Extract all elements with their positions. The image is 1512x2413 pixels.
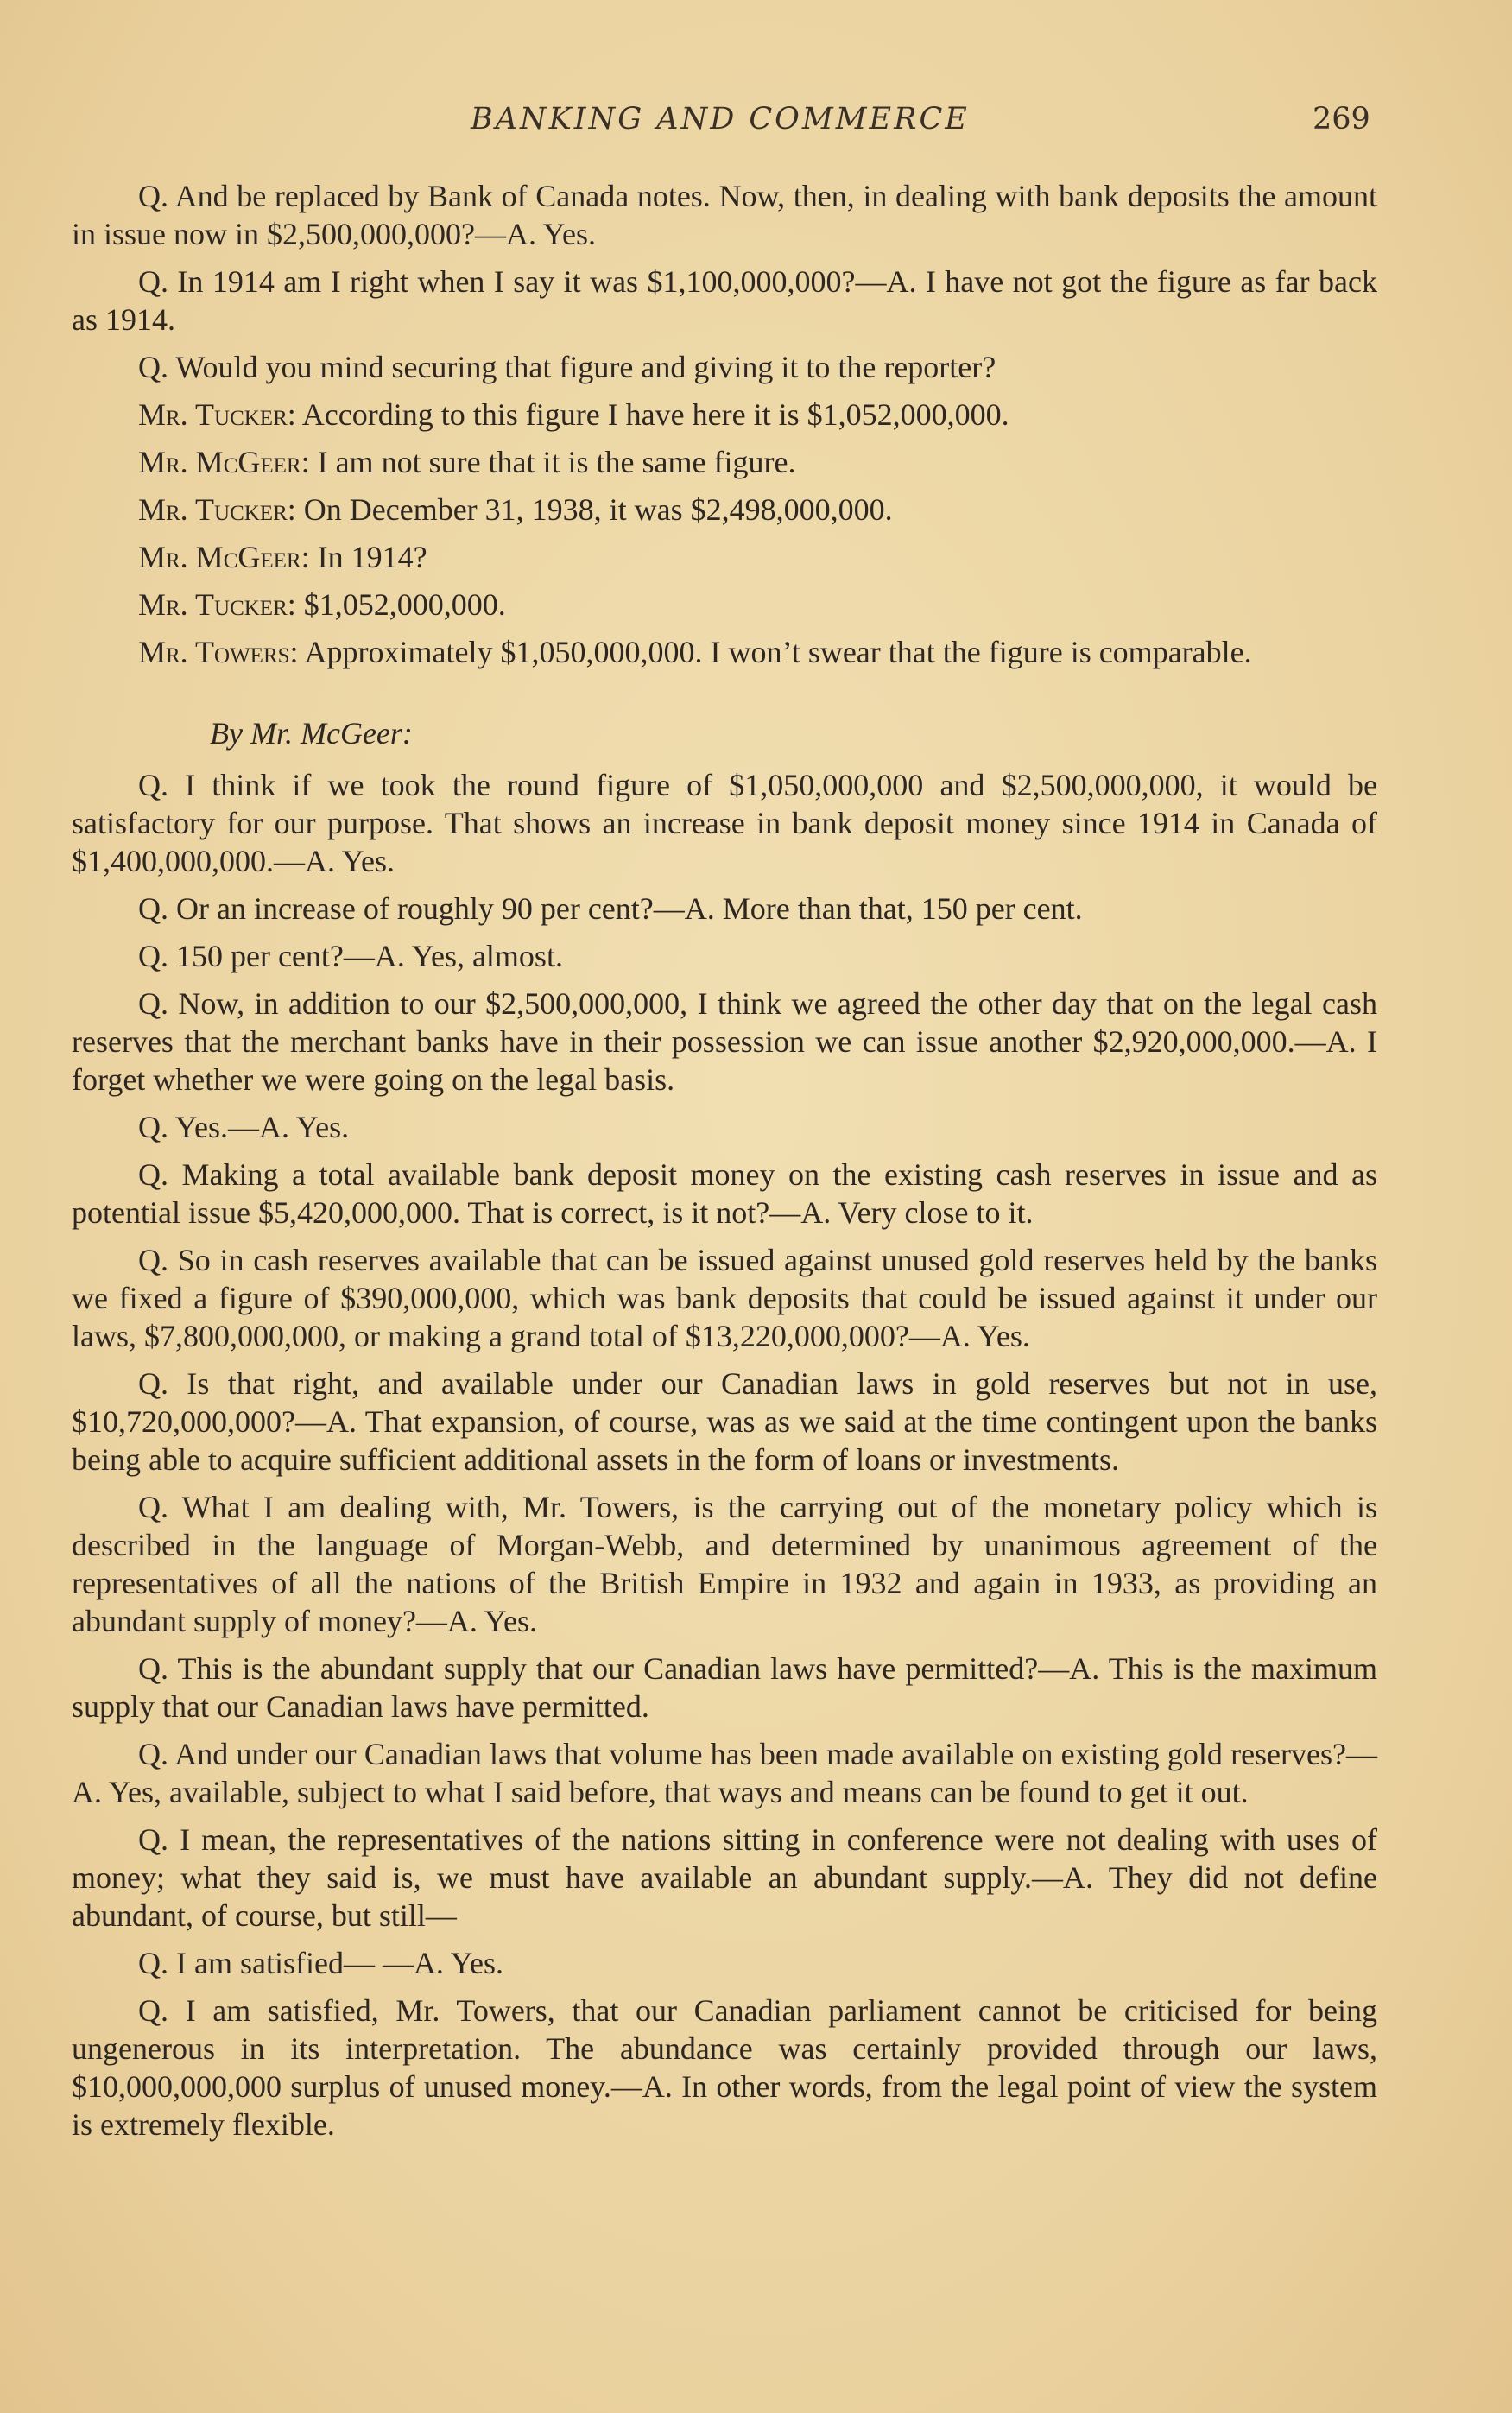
speaker-name: Mr. McGeer:: [138, 445, 310, 479]
speaker-line: Mr. Tucker: On December 31, 1938, it was $2,498,000,000.: [138, 492, 893, 527]
speaker-line: Mr. Tucker: $1,052,000,000.: [138, 587, 506, 622]
paragraph: Q. Yes.—A. Yes.: [138, 1110, 350, 1144]
paragraph: Q. 150 per cent?—A. Yes, almost.: [138, 939, 563, 973]
speaker-line: Mr. McGeer: I am not sure that it is the same figure.: [138, 445, 796, 479]
paragraph: Q. This is the abundant supply that our Canadian laws have permitted?—A. This is the maximum supply that our Canadian laws have permitted.: [72, 1651, 1377, 1724]
speaker-name: Mr. Towers:: [138, 635, 299, 669]
paragraph: Q. In 1914 am I right when I say it was $1,100,000,000?—A. I have not got the figure as far back as 1914.: [72, 264, 1377, 337]
speaker-name: Mr. McGeer:: [138, 540, 310, 574]
paragraph: Q. Now, in addition to our $2,500,000,000, I think we agreed the other day that on the legal cash reserves that the merchant banks have in their possession we can issue another $2,920,000,000.—A. I forget whether we were going on the legal basis.: [72, 986, 1377, 1097]
speaker-line: Mr. McGeer: In 1914?: [138, 540, 427, 574]
body-text: [72, 177, 1377, 2153]
speaker-line: Mr. Towers: Approximately $1,050,000,000. I won’t swear that the figure is comparable.: [138, 635, 1252, 669]
paragraph: Q. And be replaced by Bank of Canada notes. Now, then, in dealing with bank deposits the amount in issue now in $2,500,000,000?—A. Yes.: [72, 179, 1377, 251]
paragraph: Q. Or an increase of roughly 90 per cent?—A. More than that, 150 per cent.: [138, 891, 1083, 926]
paragraph: Q. Making a total available bank deposit money on the existing cash reserves in issue and as potential issue $5,420,000,000. That is correct, is it not?—A. Very close to it.: [72, 1157, 1377, 1230]
paragraph: Q. And under our Canadian laws that volume has been made available on existing gold reserves?—A. Yes, available, subject to what I said before, that ways and means can be found to get it out.: [72, 1737, 1377, 1809]
paragraph: Q. I am satisfied— —A. Yes.: [138, 1946, 503, 1980]
paragraph: Q. Is that right, and available under our Canadian laws in gold reserves but not in use, $10,720,000,000?—A. That expansion, of course, was as we said at the time contingent upon the banks being able to acquire sufficient additional assets in the form of loans or investments.: [72, 1366, 1377, 1477]
speaker-name: Mr. Tucker:: [138, 587, 296, 622]
running-title: BANKING AND COMMERCE: [471, 102, 970, 136]
by-line: By Mr. McGeer:: [210, 716, 413, 750]
paragraph: Q. So in cash reserves available that can be issued against unused gold reserves held by the banks we fixed a figure of $390,000,000, which was bank deposits that could be issued against it under our laws, $7,800,000,000, or making a grand total of $13,220,000,000?—A. Yes.: [72, 1243, 1377, 1353]
page-header: [0, 102, 1512, 145]
speaker-name: Mr. Tucker:: [138, 492, 296, 527]
page-number: 269: [1313, 102, 1370, 136]
paragraph: Q. I think if we took the round figure of $1,050,000,000 and $2,500,000,000, it would be satisfactory for our purpose. That shows an increase in bank deposit money since 1914 in Canada of $1,400,000,000.—A. Yes.: [72, 768, 1377, 878]
speaker-name: Mr. Tucker:: [138, 397, 296, 432]
paragraph: Q. Would you mind securing that figure and giving it to the reporter?: [138, 350, 996, 384]
speaker-line: Mr. Tucker: According to this figure I have here it is $1,052,000,000.: [138, 397, 1009, 432]
paragraph: Q. I mean, the representatives of the nations sitting in conference were not dealing with uses of money; what they said is, we must have available an abundant supply.—A. They did not define abundant, of course, but still—: [72, 1822, 1377, 1933]
paragraph: Q. I am satisfied, Mr. Towers, that our Canadian parliament cannot be criticised for being ungenerous in its interpretation. The abundance was certainly provided through our laws, $10,000,000,000 surplus of unused money.—A. In other words, from the legal point of view the system is extremely flexible.: [72, 1993, 1377, 2142]
paragraph: Q. What I am dealing with, Mr. Towers, is the carrying out of the monetary policy which is described in the language of Morgan-Webb, and determined by unanimous agreement of the representatives of all the nations of the British Empire in 1932 and again in 1933, as providing an abundant supply of money?—A. Yes.: [72, 1490, 1377, 1638]
